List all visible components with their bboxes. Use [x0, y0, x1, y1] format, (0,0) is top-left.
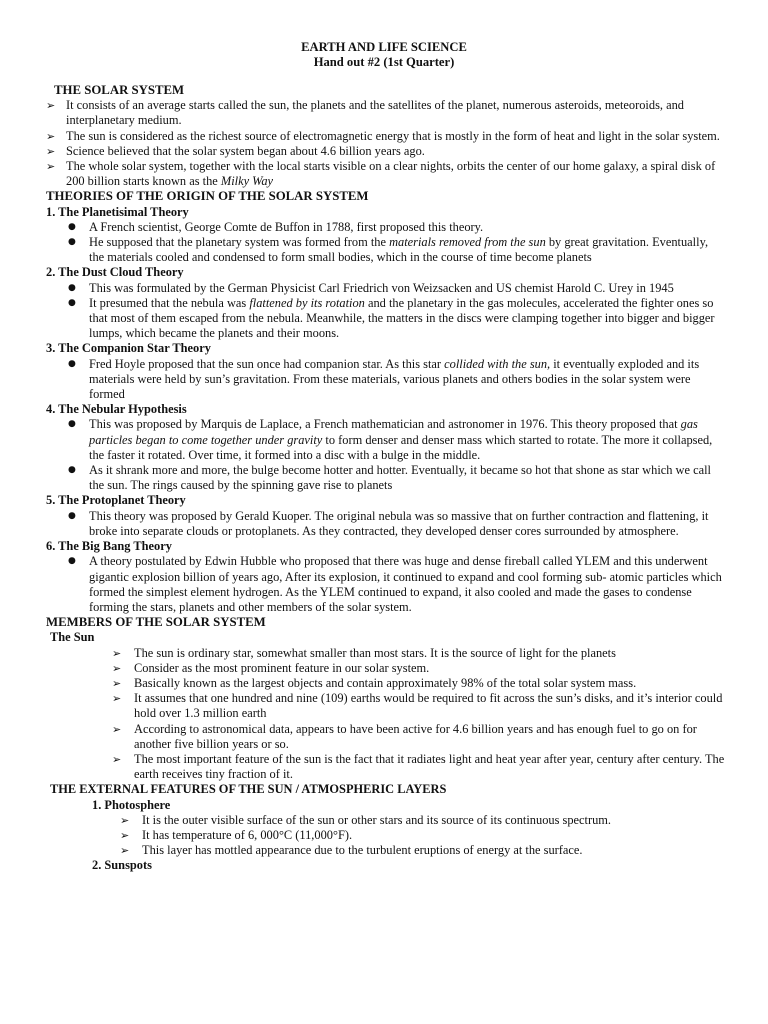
- list-item: ➢ Basically known as the largest objects and contain approximately 98% of the total solar system mass.: [112, 675, 637, 690]
- dot-bullet-icon: ●: [68, 556, 76, 567]
- theory-title: 4. The Nebular Hypothesis: [46, 402, 187, 417]
- arrow-bullet-icon: ➢: [46, 144, 56, 158]
- theory-bullets: [46, 281, 726, 342]
- list-item: ● This was formulated by the German Physicist Carl Friedrich von Weizsacken and US chemist Harold C. Urey in 1945: [68, 280, 674, 295]
- list-item: ● It presumed that the nebula was flattened by its rotation and the planetary in the gas molecules, accelerated the fighter ones so that most of them escaped from the nebula. Meanwhile, the matters in the discs were clamping together into bigger and bigger lumps, which became the planets and their moons.: [68, 295, 715, 341]
- list-item: ➢ The sun is ordinary star, somewhat smaller than most stars. It is the source of light for the planets: [112, 645, 616, 660]
- dot-bullet-icon: ●: [68, 419, 76, 430]
- document-title: EARTH AND LIFE SCIENCE: [301, 40, 467, 54]
- solar-system-heading: THE SOLAR SYSTEM: [54, 83, 185, 97]
- dot-bullet-icon: ●: [68, 510, 76, 521]
- list-item: ➢ The whole solar system, together with the local starts visible on a clear nights, orbits the center of our home galaxy, a spiral disk of 200 billion starts known as the Milky Way: [46, 159, 716, 189]
- arrow-bullet-icon: ➢: [112, 646, 122, 660]
- list-item: ● Fred Hoyle proposed that the sun once had companion star. As this star collided with the sun, it eventually exploded and its materials were held by sun’s gravitation. From these materials, various planets and others bodies in the solar system were formed: [68, 356, 700, 402]
- list-item: ➢ The most important feature of the sun is the fact that it radiates light and heat year after year, century after century. The earth receives tiny fraction of it.: [112, 751, 725, 782]
- sun-heading: The Sun: [50, 630, 95, 645]
- arrow-bullet-icon: ➢: [112, 722, 122, 736]
- sun-points: [46, 646, 726, 783]
- list-item: ➢ Consider as the most prominent feature in our solar system.: [112, 660, 430, 675]
- arrow-bullet-icon: ➢: [46, 129, 56, 143]
- list-item: ● He supposed that the planetary system was formed from the materials removed from the sun by great gravitation. Eventually, the materials cooled and condensed to form small bodies, which in the course of time become planets: [68, 235, 709, 265]
- dot-bullet-icon: ●: [68, 221, 76, 232]
- list-item: ● A theory postulated by Edwin Hubble who proposed that there was huge and dense fireball called YLEM and this underwent gigantic explosion billion of years ago, After its explosion, it continued to expand and cool forming sub- atomic particles which formed the simplest element hydrogen. As the YLEM continued to expand, it also cooled and made the gases to condense forming the stars, planets and other members of the solar system.: [68, 554, 722, 614]
- document-subtitle: Hand out #2 (1st Quarter): [313, 55, 455, 69]
- theory-title: 3. The Companion Star Theory: [46, 341, 211, 356]
- list-item: ➢ This layer has mottled appearance due to the turbulent eruptions of energy at the surface.: [120, 843, 583, 858]
- theories-heading: THEORIES OF THE ORIGIN OF THE SOLAR SYSTEM: [46, 189, 369, 204]
- theory-title: 5. The Protoplanet Theory: [46, 493, 186, 508]
- dot-bullet-icon: ●: [68, 282, 76, 293]
- theory-bullets: [46, 554, 726, 615]
- solar-system-points: [46, 98, 726, 189]
- theory-bullets: [46, 357, 726, 403]
- list-item: ➢ It consists of an average starts called the sun, the planets and the satellites of the planet, numerous asteroids, meteoroids, and interplanetary medium.: [46, 98, 684, 128]
- list-item: ➢ It assumes that one hundred and nine (109) earths would be required to fit across the sun’s disks, and it’s interior could hold over 1.3 million earth: [112, 691, 723, 721]
- arrow-bullet-icon: ➢: [46, 99, 56, 113]
- dot-bullet-icon: ●: [68, 465, 76, 476]
- photosphere-points: [46, 813, 726, 859]
- dot-bullet-icon: ●: [68, 237, 76, 248]
- document-body: [46, 83, 726, 874]
- list-item: ➢ It is the outer visible surface of the sun or other stars and its source of its continuous spectrum.: [120, 812, 612, 827]
- external-features-heading: THE EXTERNAL FEATURES OF THE SUN / ATMOSPHERIC LAYERS: [50, 782, 447, 797]
- list-item: ● As it shrank more and more, the bulge become hotter and hotter. Eventually, it became so hot that shone as star which we call the sun. The rings caused by the spinning gave rise to planets: [68, 463, 711, 493]
- list-item: ➢ The sun is considered as the richest source of electromagnetic energy that is mostly in the form of heat and light in the solar system.: [46, 128, 720, 143]
- theory-title: 1. The Planetisimal Theory: [46, 204, 189, 219]
- arrow-bullet-icon: ➢: [112, 661, 122, 675]
- members-heading: MEMBERS OF THE SOLAR SYSTEM: [46, 615, 266, 630]
- theory-bullets: [46, 220, 726, 266]
- photosphere-heading: 1. Photosphere: [92, 797, 171, 812]
- dot-bullet-icon: ●: [68, 297, 76, 308]
- list-item: ➢ According to astronomical data, appears to have been active for 4.6 billion years and has enough fuel to go on for another five billion years or so.: [112, 721, 697, 751]
- list-item: ➢ It has temperature of 6, 000°C (11,000°F).: [120, 827, 353, 842]
- list-item: ● A French scientist, George Comte de Buffon in 1788, first proposed this theory.: [68, 219, 484, 234]
- theory-title: 6. The Big Bang Theory: [46, 539, 172, 554]
- list-item: ● This was proposed by Marquis de Laplace, a French mathematician and astronomer in 1976. This theory proposed that gas particles began to come together under gravity to form denser and denser mass which started to rotate. The more it collapsed, the faster it rotated. Over time, it formed into a disc with a bulge in the middle.: [68, 417, 713, 462]
- theory-title: 2. The Dust Cloud Theory: [46, 265, 184, 280]
- theory-bullets: [46, 509, 726, 539]
- list-item: ● This theory was proposed by Gerald Kuoper. The original nebula was so massive that on further contraction and flattening, it broke into separate clouds or protoplanets. As they contracted, they developed denser cores surrounded by atmosphere.: [68, 508, 709, 538]
- arrow-bullet-icon: ➢: [120, 828, 130, 842]
- arrow-bullet-icon: ➢: [112, 676, 122, 690]
- theory-bullets: [46, 417, 726, 493]
- list-item: ➢ Science believed that the solar system began about 4.6 billion years ago.: [46, 143, 425, 158]
- dot-bullet-icon: ●: [68, 358, 76, 369]
- arrow-bullet-icon: ➢: [112, 752, 122, 766]
- arrow-bullet-icon: ➢: [46, 160, 56, 174]
- arrow-bullet-icon: ➢: [112, 692, 122, 706]
- arrow-bullet-icon: ➢: [120, 813, 130, 827]
- arrow-bullet-icon: ➢: [120, 844, 130, 858]
- sunspots-heading: 2. Sunspots: [92, 858, 152, 873]
